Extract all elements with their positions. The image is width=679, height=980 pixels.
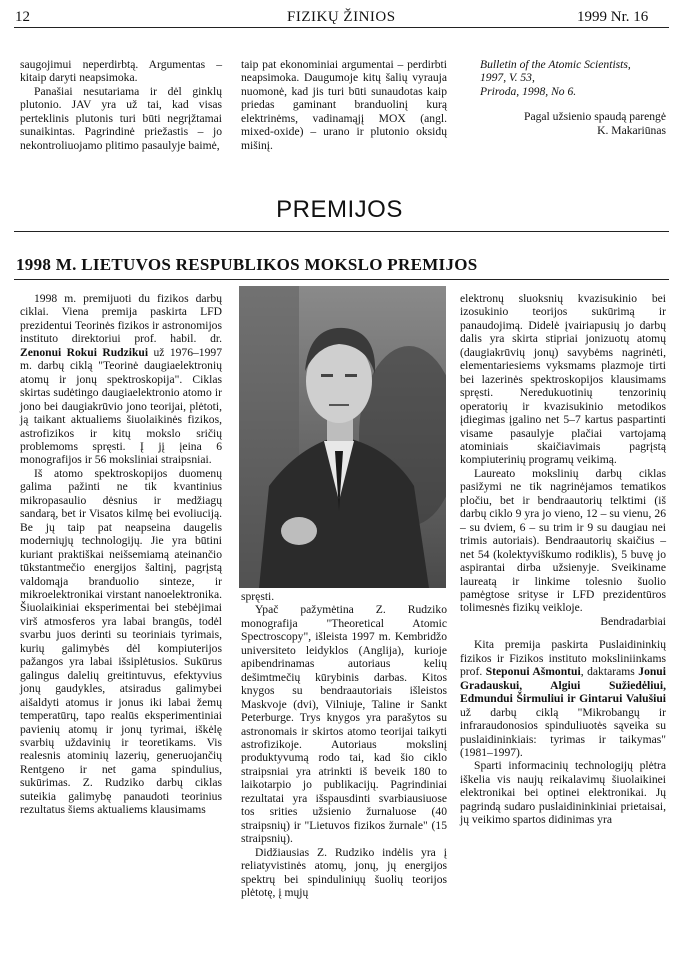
portrait-photo-icon xyxy=(239,286,446,588)
reference: Priroda, 1998, No 6. xyxy=(480,84,577,98)
header-rule xyxy=(14,27,669,28)
article-rule xyxy=(14,279,669,280)
paragraph: Sparti informacinių technologijų plėtra iškelia vis naujų reikalavimų šiuolaikinei elektronikai bei optinei elektronikai. Jų pagrindą sudaro puslaidininkiniai prietaisai, jų veikimo spartos didinimas yra xyxy=(460,759,666,827)
signature: Bendradarbiai xyxy=(600,614,666,628)
portrait-photo xyxy=(239,286,446,588)
paragraph: spręsti. xyxy=(241,590,275,603)
paragraph: Laureato mokslinių darbų ciklas pasižymi ne tik nagrinėjamos tematikos pločiu, bet ir bendraautorių telktimi (iš darbų ciklo 9 yra jo vieno, 12 – su vienu, 26 – su dviem, 6 – su trim ir 9 su daugiau nei trimis autoriais). Bendraautorių skaičius – net 54 (kolektyviškumo rodiklis), 5 buvę jo aspirantai dirba užsienyje. Sveikiname laureatą ir linkime tolesnio šuolio pamėgtose srityse ir LFD prezidentūros tolimesnės fizikų veikloje. xyxy=(460,466,666,615)
paragraph: Kita premija paskirta Puslaidininkių fizikos ir Fizikos instituto moksliniinkams prof. Steponui Ašmontui, daktarams Jonui Gradauskui, Algiui Sužiedėliui, Edmundui Širmuliui ir Gintarui Valušiui už darbų ciklą "Mikrobangų ir infraraudonosios spinduliuotės sąveika su puslaidininkiais: tyrimas ir taikymas" (1981–1997). xyxy=(460,638,666,759)
reference: 1997, V. 53, xyxy=(480,71,535,85)
top-column-3 xyxy=(460,58,666,137)
paragraph: Panašiai nesutariama ir dėl ginklų plutonio. JAV yra už tai, kad visas perteklinis plutonis turi būti negrįžtamai sunaikintas. Pagrindinė priežastis – jo nekontroliuojamo plitimo pasaulyje baimė, xyxy=(20,84,222,152)
article-column-2 xyxy=(241,590,447,899)
page-number: 12 xyxy=(15,9,30,25)
paragraph: Iš atomo spektroskopijos duomenų galima pažinti ne tik kvantinius mikropasaulio dėsnius ir medžiagų sandarą, bet ir Visatos kilmę bei evoliuciją. Be jų taip pat neapseina daugelis moderniųjų technologijų. Jie yra būtini kuriant praktiškai neišsemiamą ateinančio tūkstantmečio energijos šaltinį, pagrįstą valdomąja branduolio sinteze, ir mikroelektronikai virstant nanoelektronika. Šiuolaikiniai eksperimentai bei stebėjimai virš atmosferos yra labai brangūs, todėl svarbu juos derinti su teoriniais tyrimais, kurių galimybės dėl kompiuterijos pažangos yra labai išsiplėtusios. Sukūrus galingus dalelių greitintuvus, efektyvius jonų gaudykles, atsiradus galimybei aišaldyti atomus ir jonus iki labai žemų temperatūrų, tapo realūs eksperimentiniai pavienių atomų ir jonų tyrimai, iškėlę svarbių uždavinių ir teoretikams. Vis realesnis atominių lazerių, generuojančių Rentgeno ir net gama spindulius, sukūrimas. Z. Rudziko darbų ciklas suteikia galimybę panaudoti teorinius rezultatus šiems aktualiems klausimams xyxy=(20,466,222,817)
issue-number: 1999 Nr. 16 xyxy=(577,9,649,25)
laureate-name: Zenonui Rokui Rudzikui xyxy=(20,345,149,359)
paragraph: elektronų sluoksnių kvazisukinio bei izosukinio teorijos sukūrimą ir panaudojimą. Didelė įvairiapusių jo darbų dalis yra skirta stipriai jonizuotų atomų (daugiakrūvių jonų) savybėms nagrinėti, elementariesiems vyksmams plazmoje tirti bei lazerinės spektroskopijos klausimams spręsti. Neredukuotinių tenzorinių operatorių ir kvazisukinio metodikos įdiegimas įgalino net 5–7 kartus paspartinti visame pasaulyje plačiai vartojamą atominiais skaičiavimais pagrįstą kompiuterinių programų veikimą. xyxy=(460,292,666,467)
article-column-1 xyxy=(20,292,222,817)
paragraph: taip pat ekonominiai argumentai – perdirbti neapsimoka. Daugumoje kitų šalių vyrauja nuomonė, kad jis turi būti sunaudotas kaip priedas gaminant branduolinį kurą elektrinėms, vadinamąjį MOX (angl. mixed-oxide) – urano ir plutonio oksidų mišinį. xyxy=(241,58,447,152)
top-column-1 xyxy=(20,58,222,152)
article-title: 1998 M. LIETUVOS RESPUBLIKOS MOKSLO PREMIJOS xyxy=(16,255,478,274)
section-title: PREMIJOS xyxy=(276,196,403,223)
reference: Bulletin of the Atomic Scientists, xyxy=(480,58,631,71)
article-column-3 xyxy=(460,292,666,827)
paragraph: 1998 m. premijuoti du fizikos darbų ciklai. Viena premija paskirta LFD prezidentui Teorinės fizikos ir astronomijos instituto direktoriui prof. habil. dr. Zenonui Rokui Rudzikui už 1976–1997 m. darbų ciklą "Teorinė daugiaelektronių atomų ir jonų spektroskopija". Ciklas skirtas sudėtingo daugiaelektronio atomo ir jono bei daugiakrūvio jono teorijai, plėtoti, ją taikant aktualiems šiuolaikinės fizikos, astrofizikos ir kitų mokslo sričių problemoms spręsti. Į jį įeina 6 monografijos ir 56 moksliniai straipsniai. xyxy=(20,292,222,467)
credit-author: K. Makariūnas xyxy=(597,123,666,137)
paragraph: Didžiausias Z. Rudziko indėlis yra į reliatyvistinės atomų, jonų, jų energijos spektrų bei spinduliniųų šuolių teorijos plėtotę, į mųjų xyxy=(241,845,447,899)
credit-line: Pagal užsienio spaudą parengė xyxy=(524,110,666,124)
laureate-names: Jonui Gradauskui, Algiui Sužiedėliui, Edmundui Širmuliui ir Gintarui Valušiui xyxy=(460,665,666,706)
laureate-name: Steponui Ašmontui xyxy=(485,665,581,679)
paragraph: saugojimui neperdirbtą. Argumentas – kitaip daryti neapsimoka. xyxy=(20,58,222,85)
paragraph: Ypač pažymėtina Z. Rudziko monografija "Theoretical Atomic Spectroscopy", išleista 1997 m. Kembridžo universiteto leidyklos (Anglija), kurioje apibendrinamas autoriaus kelių dešimtmečių kūrybinis darbas. Kitos knygos su bendraautoriais išleistos Maskvoje (dvi), Vilniuje, Taline ir Sankt Peterburge. Trys knygos yra parašytos su astronomais ir skirtos atomo teorijai taikyti astrofizikoje. Autoriaus mokslinį produktyvumą rodo tai, kad šio ciklo straipsniai yra atrinkti iš beveik 180 to laikotarpio jo publikacijų. Pagrindiniai rezultatai yra išspausdinti svarbiausiuose tos srities užsienio žurnaluose (40 straipsnių) ir "Lietuvos fizikos žurnale" (15 straipsnių). xyxy=(241,603,447,846)
top-column-2 xyxy=(241,58,447,152)
section-rule xyxy=(14,231,669,232)
journal-title: FIZIKŲ ŽINIOS xyxy=(287,9,396,25)
